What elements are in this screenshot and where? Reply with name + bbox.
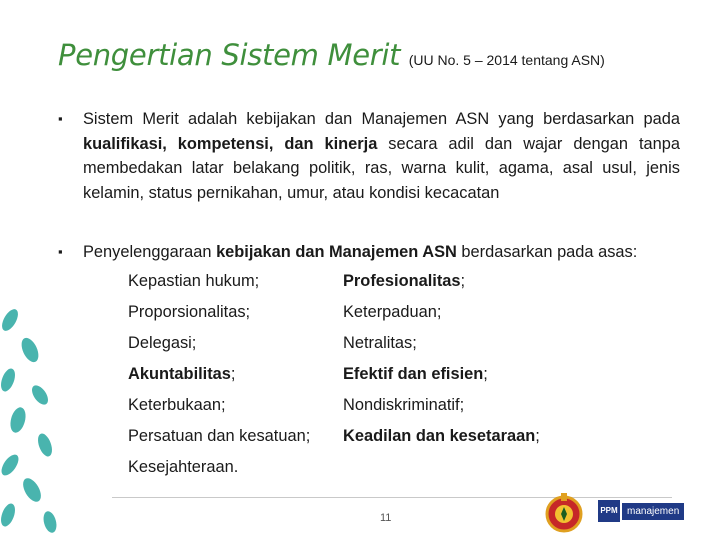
bullet-square-icon: ▪	[58, 244, 63, 259]
asas-row	[128, 328, 540, 359]
bullet-text	[83, 240, 680, 265]
bullet-text-part: Penyelenggaraan	[83, 243, 217, 261]
bullet-text-part: berdasarkan pada asas:	[456, 243, 638, 261]
asas-item: Efektif dan efisien;	[343, 365, 488, 383]
asas-item: Keterbukaan;	[128, 396, 226, 414]
bullet-sistem-merit	[58, 107, 680, 205]
asas-item: Proporsionalitas;	[128, 303, 251, 321]
bullet-text-bold: kebijakan dan Manajemen ASN	[216, 243, 457, 261]
government-emblem-icon	[544, 490, 584, 534]
bullet-text-part: secara adil dan wajar dengan tanpa membedakan latar belakang politik, ras, warna kulit, agama, asal usul, jenis kelamin, status pernikahan, umur, atau kondisi kecacatan	[83, 134, 680, 202]
bullet-text-bold: kualifikasi, kompetensi, dan kinerja	[83, 134, 378, 153]
asas-list	[128, 266, 540, 483]
asas-item: Netralitas;	[343, 334, 417, 352]
asas-item: Akuntabilitas;	[128, 365, 236, 383]
bullet-square-icon: ▪	[58, 111, 63, 126]
bullet-text	[83, 107, 680, 205]
asas-row	[128, 266, 540, 297]
asas-row	[128, 421, 540, 452]
page-title: Pengertian Sistem Merit	[58, 38, 401, 72]
asas-item: Persatuan dan kesatuan;	[128, 427, 311, 445]
ppm-logo-mark: PPM	[598, 500, 620, 522]
bullet-penyelenggaraan	[58, 240, 680, 265]
asas-item: Profesionalitas;	[343, 272, 466, 290]
bullet-text-part: Sistem Merit adalah kebijakan dan Manajemen ASN yang berdasarkan pada	[83, 110, 680, 128]
ppm-logo	[598, 500, 684, 522]
decorative-leaves	[0, 300, 70, 540]
ppm-logo-word: manajemen	[622, 503, 684, 520]
asas-row	[128, 359, 540, 390]
asas-row	[128, 452, 540, 483]
asas-item: Kepastian hukum;	[128, 272, 260, 290]
page-subtitle: (UU No. 5 – 2014 tentang ASN)	[408, 52, 605, 68]
asas-item: Keterpaduan;	[343, 303, 442, 321]
asas-row	[128, 390, 540, 421]
title-row	[58, 38, 605, 72]
footer-divider	[112, 497, 672, 498]
asas-item: Nondiskriminatif;	[343, 396, 465, 414]
asas-item: Keadilan dan kesetaraan;	[343, 427, 540, 445]
asas-item: Delegasi;	[128, 334, 197, 352]
asas-item: Kesejahteraan.	[128, 458, 239, 476]
asas-row	[128, 297, 540, 328]
page-number: 11	[380, 512, 392, 524]
